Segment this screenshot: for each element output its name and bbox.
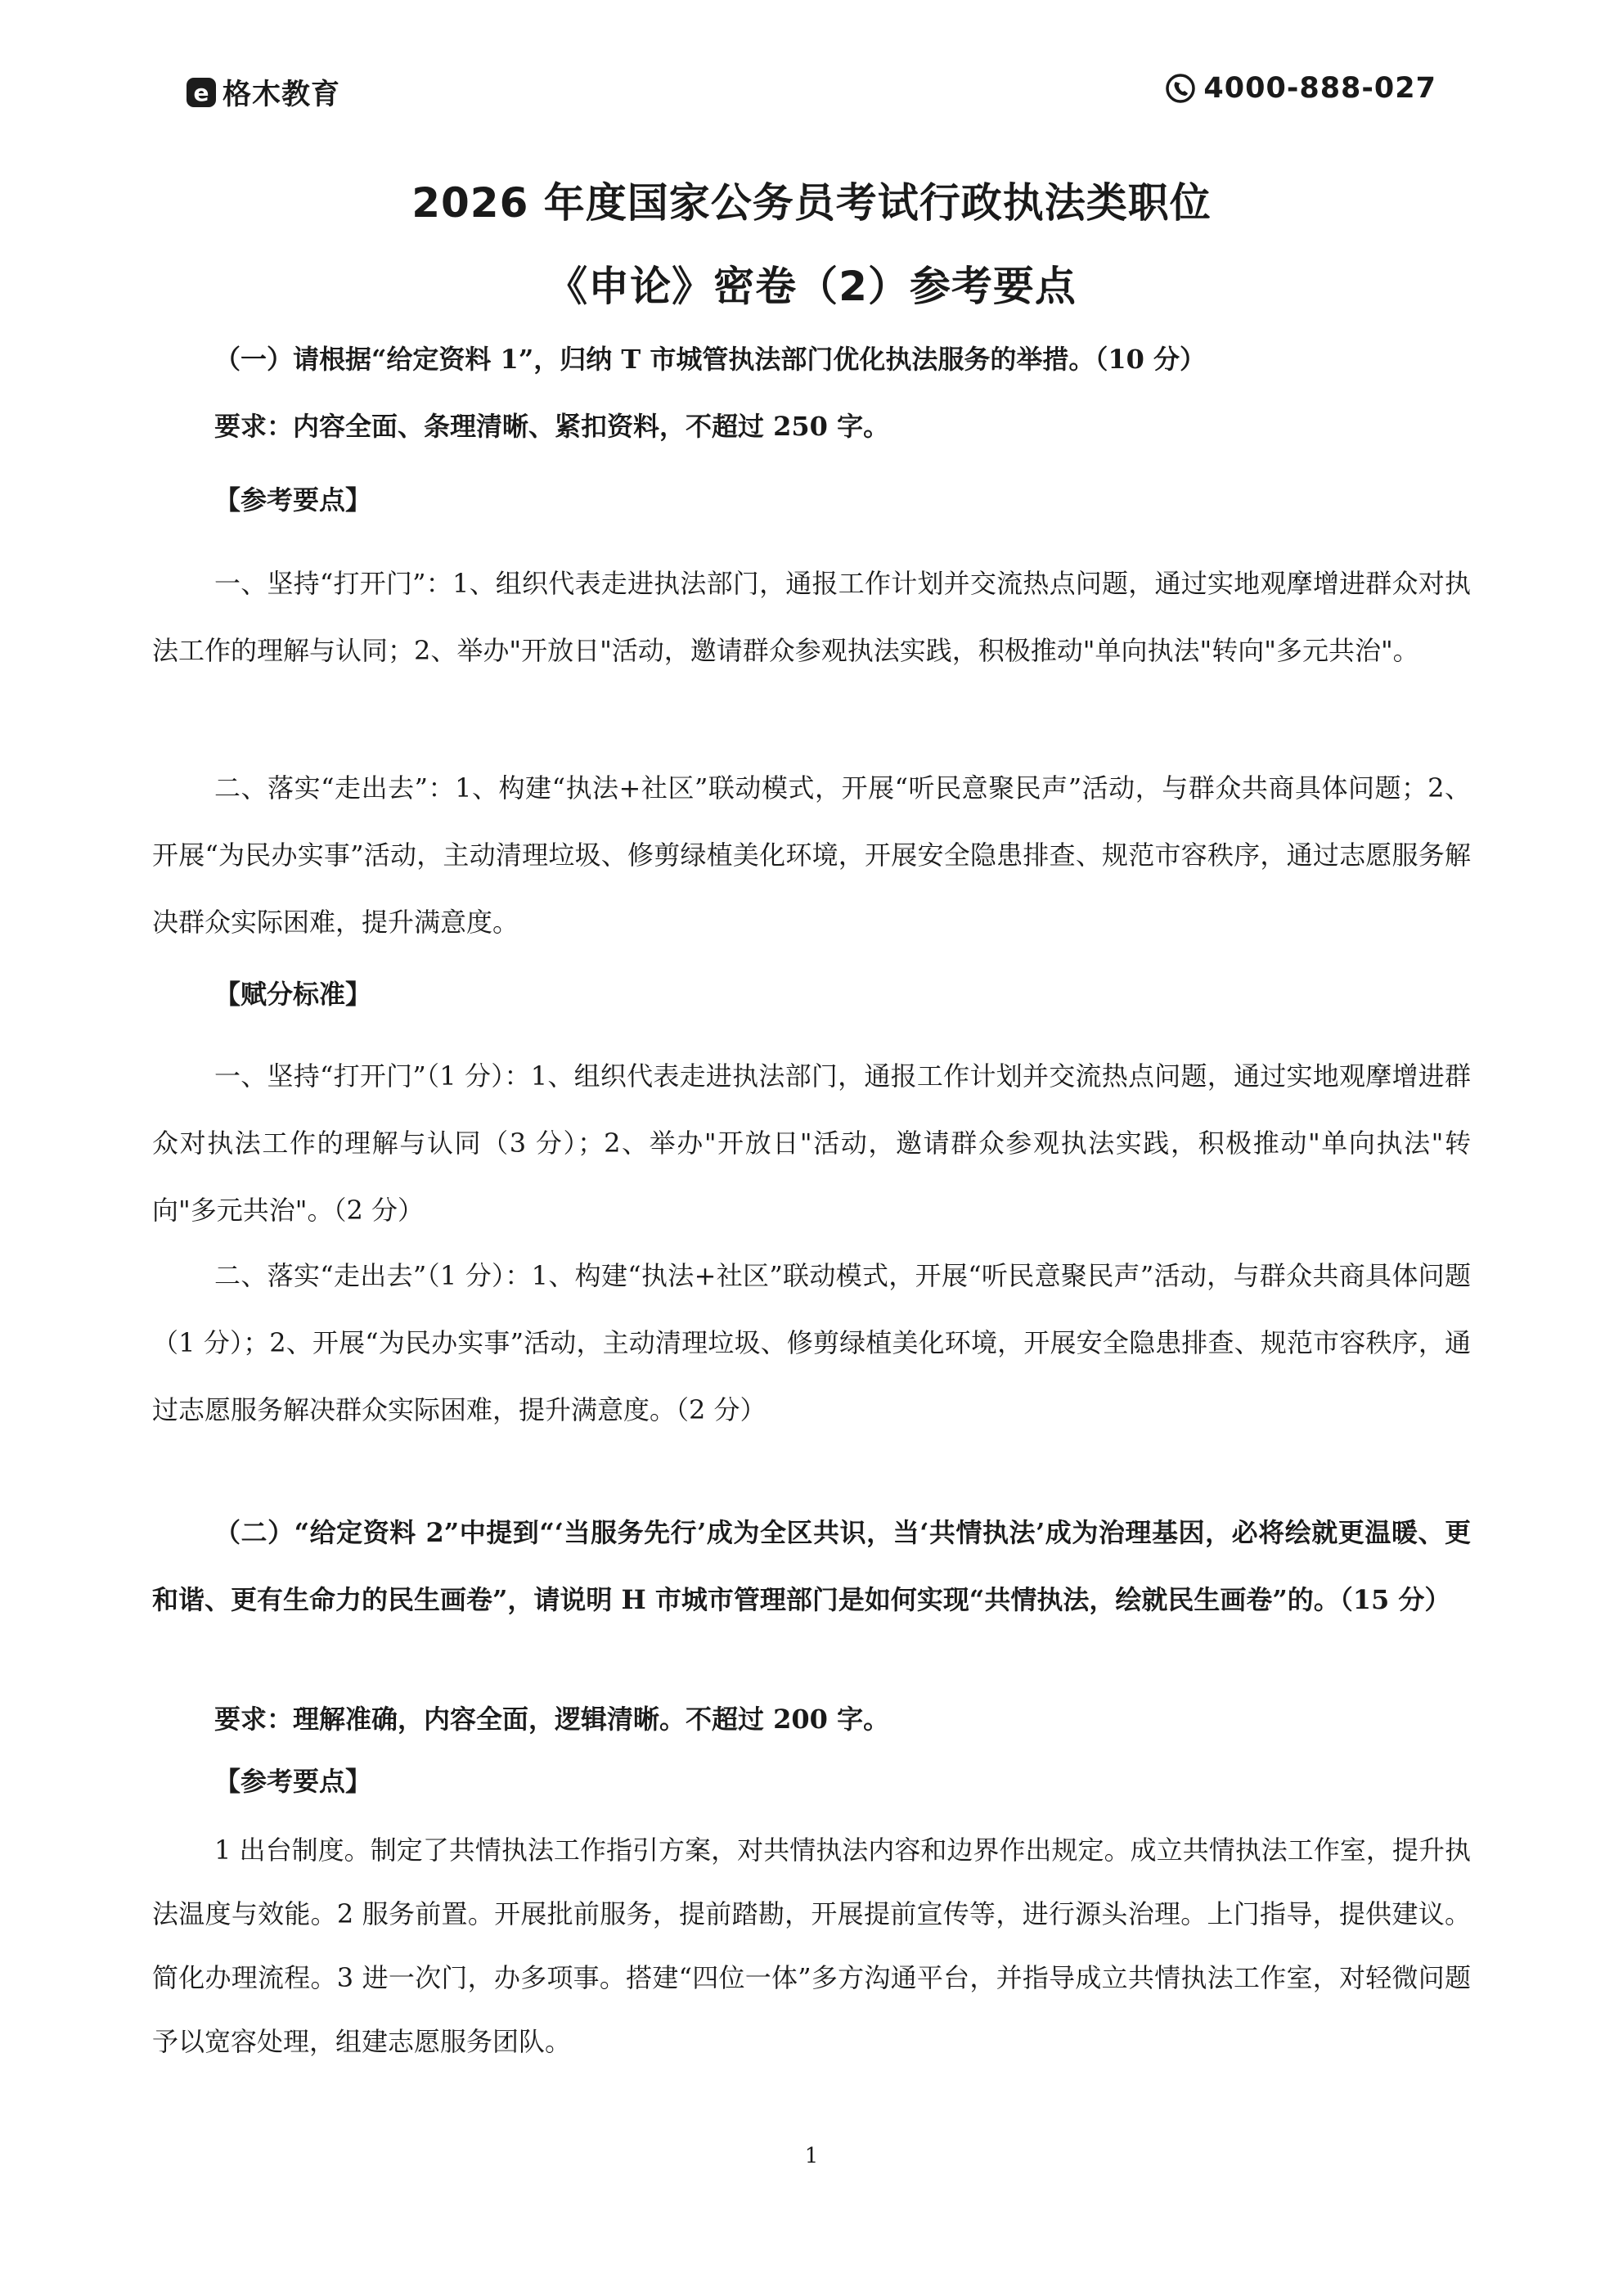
q2-question: （二）“给定资料 2”中提到“‘当服务先行’成为全区共识，当‘共情执法’成为治理基因，必将绘就更温暖、更和谐、更有生命力的民生画卷”，请说明 H 市城市管理部门是如何实现“共情执法，绘就民生画卷”的。（15 分） <box>152 1517 1471 1615</box>
q1-question: （一）请根据“给定资料 1”，归纳 T 市城管执法部门优化执法服务的举措。（10 分） <box>214 344 1206 375</box>
q2-ref-point-1: 1 出台制度。制定了共情执法工作指引方案，对共情执法内容和边界作出规定。成立共情执法工作室，提升执法温度与效能。2 服务前置。开展批前服务，提前踏勘，开展提前宣传等，进行源头治理。上门指导，提供建议。简化办理流程。3 进一次门，办多项事。搭建“四位一体”多方沟通平台，并指导成立共情执法工作室，对轻微问题予以宽容处理，组建志愿服务团队。 <box>152 1835 1471 2057</box>
brand-logo <box>187 72 340 113</box>
q1-ref-point-2: 二、落实“走出去”：1、构建“执法+社区”联动模式，开展“听民意聚民声”活动，与群众共商具体问题；2、开展“为民办实事”活动，主动清理垃圾、修剪绿植美化环境，开展安全隐患排查、规范市容秩序，通过志愿服务解决群众实际困难，提升满意度。 <box>152 772 1471 938</box>
page-title-line1: 2026 年度国家公务员考试行政执法类职位 <box>411 179 1212 227</box>
brand-name: 格木教育 <box>223 79 341 111</box>
phone-number: 4000-888-027 <box>1203 72 1436 105</box>
q1-score-heading: 【赋分标准】 <box>214 979 372 1010</box>
q1-ref-point-1: 一、坚持“打开门”：1、组织代表走进执法部门，通报工作计划并交流热点问题，通过实地观摩增进群众对执法工作的理解与认同；2、举办"开放日"活动，邀请群众参观执法实践，积极推动"单向执法"转向"多元共治"。 <box>152 568 1471 666</box>
page-header <box>187 72 1436 118</box>
logo-icon: e <box>187 78 216 107</box>
phone-icon <box>1164 72 1197 105</box>
page-number: 1 <box>804 2144 819 2168</box>
q1-requirement: 要求：内容全面、条理清晰、紧扣资料，不超过 250 字。 <box>214 411 890 442</box>
q2-requirement: 要求：理解准确，内容全面，逻辑清晰。不超过 200 字。 <box>214 1704 890 1735</box>
page-title-line2: 《申论》密卷（2）参考要点 <box>546 263 1077 310</box>
q2-ref-heading: 【参考要点】 <box>214 1766 372 1797</box>
q1-score-point-1: 一、坚持“打开门”（1 分）：1、组织代表走进执法部门，通报工作计划并交流热点问题，通过实地观摩增进群众对执法工作的理解与认同（3 分）；2、举办"开放日"活动，邀请群众参观执法实践，积极推动"单向执法"转向"多元共治"。（2 分） <box>152 1060 1471 1226</box>
q1-score-point-2: 二、落实“走出去”（1 分）：1、构建“执法+社区”联动模式，开展“听民意聚民声”活动，与群众共商具体问题（1 分）；2、开展“为民办实事”活动，主动清理垃圾、修剪绿植美化环境，开展安全隐患排查、规范市容秩序，通过志愿服务解决群众实际困难，提升满意度。（2 分） <box>152 1260 1471 1425</box>
q1-ref-heading: 【参考要点】 <box>214 484 372 515</box>
contact-phone <box>1164 72 1436 105</box>
